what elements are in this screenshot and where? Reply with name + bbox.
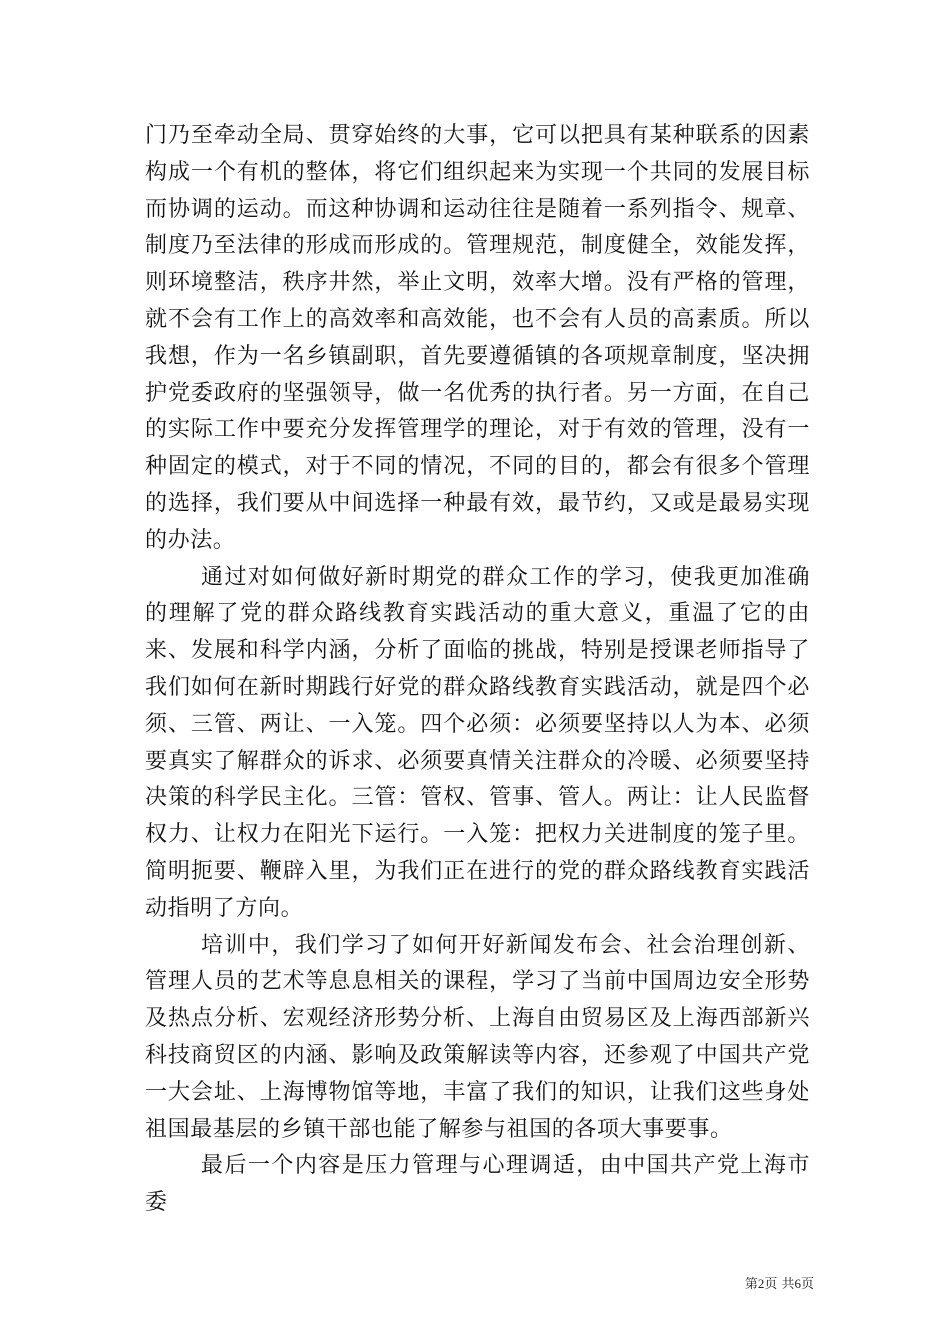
- footer-middle: 页 共: [764, 1277, 795, 1292]
- footer-suffix: 页: [800, 1277, 814, 1292]
- paragraph-management: 门乃至牵动全局、贯穿始终的大事，它可以把具有某种联系的因素构成一个有机的整体，将它们组织起来为实现一个共同的发展目标而协调的运动。而这种协调和运动往往是随着一系列指令、规章、制度乃至法律的形成而形成的。管理规范，制度健全，效能发挥，则环境整洁，秩序井然，举止文明，效率大增。没有严格的管理，就不会有工作上的高效率和高效能，也不会有人员的高素质。所以我想，作为一名乡镇副职，首先要遵循镇的各项规章制度，坚决拥护党委政府的坚强领导，做一名优秀的执行者。另一方面，在自己的实际工作中要充分发挥管理学的理论，对于有效的管理，没有一种固定的模式，对于不同的情况，不同的目的，都会有很多个管理的选择，我们要从中间选择一种最有效，最节约，又或是最易实现的办法。: [145, 123, 810, 553]
- footer-prefix: 第: [744, 1277, 758, 1292]
- paragraph-stress-management: 最后一个内容是压力管理与心理调适，由中国共产党上海市委: [145, 1153, 810, 1216]
- total-pages-number: 6: [794, 1276, 801, 1291]
- body-text: [145, 118, 810, 1222]
- current-page-number: 2: [757, 1276, 765, 1291]
- paragraph-mass-line: 通过对如何做好新时期党的群众工作的学习，使我更加准确的理解了党的群众路线教育实践活动的重大意义，重温了它的由来、发展和科学内涵，分析了面临的挑战，特别是授课老师指导了我们如何在新时期践行好党的群众路线教育实践活动，就是四个必须、三管、两让、一入笼。四个必须：必须要坚持以人为本、必须要真实了解群众的诉求、必须要真情关注群众的冷暖、必须要坚持决策的科学民主化。三管：管权、管事、管人。两让：让人民监督权力、让权力在阳光下运行。一入笼：把权力关进制度的笼子里。简明扼要、鞭辟入里，为我们正在进行的党的群众路线教育实践活动指明了方向。: [145, 564, 810, 921]
- paragraph-training-courses: 培训中，我们学习了如何开好新闻发布会、社会治理创新、管理人员的艺术等息息相关的课程，学习了当前中国周边安全形势及热点分析、宏观经济形势分析、上海自由贸易区及上海西部新兴科技商贸区的内涵、影响及政策解读等内容，还参观了中国共产党一大会址、上海博物馆等地，丰富了我们的知识，让我们这些身处祖国最基层的乡镇干部也能了解参与祖国的各项大事要事。: [145, 932, 810, 1142]
- page-number-footer: [704, 1275, 814, 1294]
